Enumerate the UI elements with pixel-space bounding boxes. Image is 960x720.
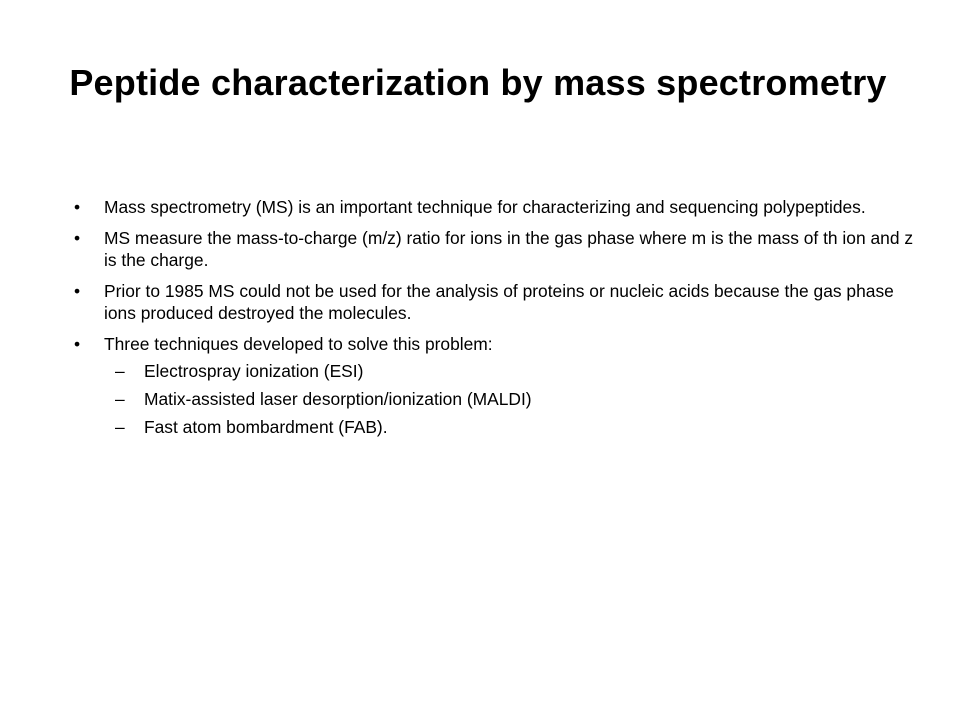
subbullet-text: Electrospray ionization (ESI) <box>144 361 364 381</box>
bullet-text: Prior to 1985 MS could not be used for the analysis of proteins or nucleic acids because the gas phase ions produced destroyed the molecules. <box>104 281 894 323</box>
bullet-text: MS measure the mass-to-charge (m/z) ratio for ions in the gas phase where m is the mass of th ion and z is the charge. <box>104 228 914 270</box>
subbullet-text: Matix-assisted laser desorption/ionization (MALDI) <box>144 389 532 409</box>
bullet-text: Mass spectrometry (MS) is an important technique for characterizing and sequencing polypeptides. <box>104 197 866 217</box>
subbullet-list <box>60 360 920 438</box>
bullet-marker: • <box>74 197 81 217</box>
bullet-item <box>60 280 920 324</box>
subbullet-item <box>60 360 920 382</box>
bullet-marker: • <box>74 228 81 248</box>
subbullet-group <box>60 360 920 438</box>
subbullet-text: Fast atom bombardment (FAB). <box>144 417 388 437</box>
slide-title: Peptide characterization by mass spectrometry <box>69 62 887 103</box>
bullet-marker: • <box>74 281 81 301</box>
subbullet-marker: – <box>115 417 125 437</box>
subbullet-marker: – <box>115 361 125 381</box>
bullet-item <box>60 227 920 271</box>
bullet-item <box>60 333 920 355</box>
bullet-text: Three techniques developed to solve this problem: <box>104 334 493 354</box>
subbullet-marker: – <box>115 389 125 409</box>
bullet-list <box>60 196 920 444</box>
subbullet-item <box>60 416 920 438</box>
bullet-item <box>60 196 920 218</box>
bullet-marker: • <box>74 334 81 354</box>
subbullet-item <box>60 388 920 410</box>
